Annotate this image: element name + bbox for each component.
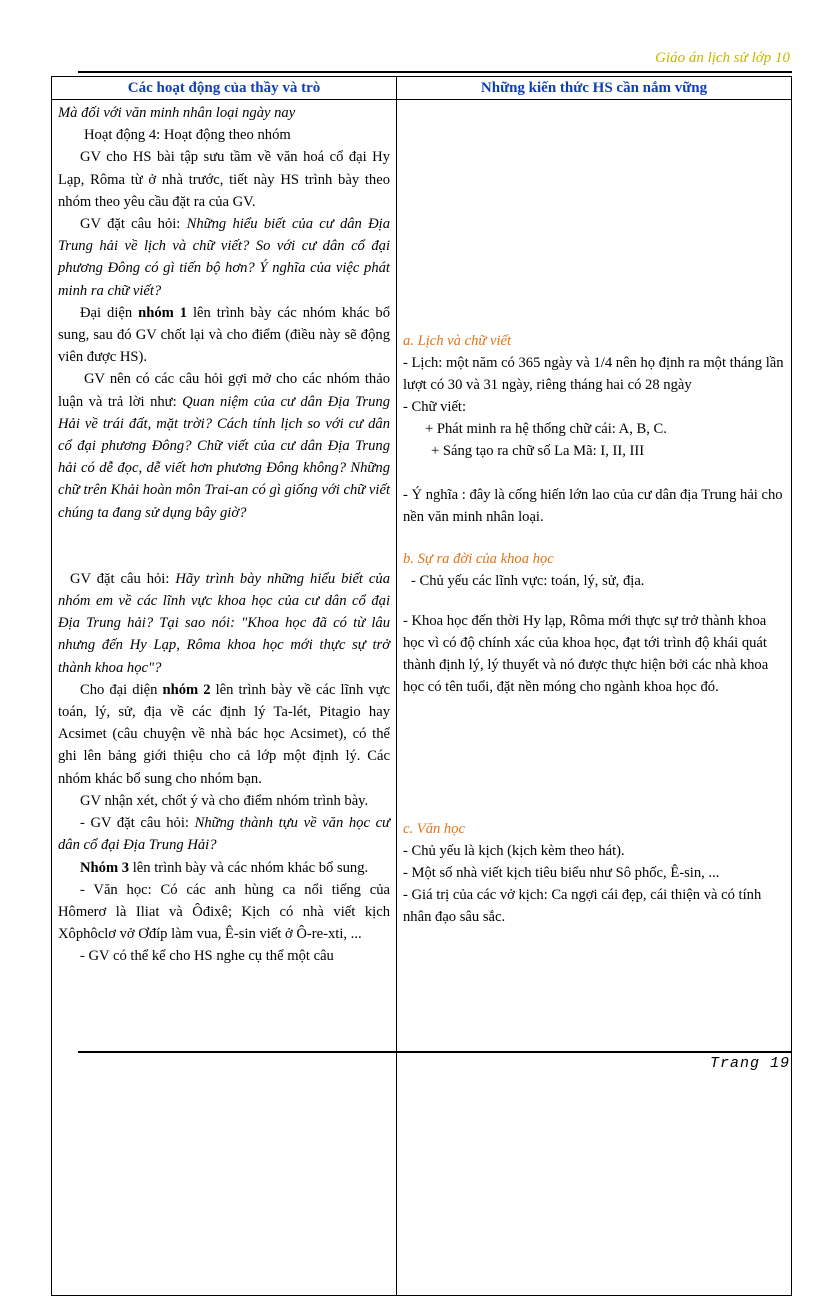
- group-label: nhóm 1: [138, 304, 188, 321]
- activity-heading: Hoạt động 4: Hoạt động theo nhóm: [84, 127, 291, 144]
- question-text: Những thành tựu về văn học cư dân cổ đại Địa Trung Hải?: [58, 815, 391, 854]
- document-header-title: Giáo án lịch sử lớp 10: [655, 50, 790, 66]
- left-paragraph: [58, 812, 390, 856]
- right-paragraph: - Chữ viết:: [403, 399, 467, 415]
- text-run: lên trình bày và các nhóm khác bổ sung.: [129, 859, 369, 876]
- left-paragraph: GV cho HS bài tập sưu tầm về văn hoá cổ đại Hy Lạp, Rôma từ ở nhà trước, tiết này HS trình bày theo nhóm theo yêu cầu đặt ra của GV.: [58, 149, 390, 210]
- question-text: Quan niệm của cư dân Địa Trung Hải về trái đất, mặt trời? Cách tính lịch so với cư dân cổ đại phương Đông? Chữ viết của cư dân Địa Trung hải có dễ đọc, dễ viết hơn phương Đông không? Những chữ trên Khải hoàn môn Trai-an có gì giống với chữ viết chúng ta đang sử dụng bây giờ?: [58, 393, 390, 521]
- right-paragraph: - Ý nghĩa : đây là cống hiến lớn lao của cư dân địa Trung hải cho nền văn minh nhân loại.: [403, 487, 783, 525]
- right-paragraph: - Chủ yếu là kịch (kịch kèm theo hát).: [403, 843, 625, 859]
- group-label: nhóm 2: [162, 681, 211, 698]
- teacher-student-activities: [52, 100, 396, 1067]
- left-paragraph: [58, 857, 390, 879]
- left-paragraph: [58, 302, 390, 369]
- section-c-title: c. Văn học: [403, 821, 466, 837]
- text-run: lên trình bày các nhóm khác bổ sung, sau đó GV chốt lại và cho điểm (điều này sẽ động viên được HS).: [58, 304, 390, 366]
- right-paragraph: - Chủ yếu các lĩnh vực: toán, lý, sử, địa.: [411, 573, 645, 589]
- text-run: Cho đại diện: [80, 681, 163, 698]
- right-cell: [397, 100, 792, 1296]
- text-run: GV nên có các câu hỏi gợi mở cho các nhóm thảo luận và trả lời như:: [58, 371, 390, 410]
- col2-header: [397, 77, 792, 100]
- left-paragraph: [58, 368, 390, 523]
- left-paragraph: [58, 568, 390, 679]
- left-paragraph: GV nhận xét, chốt ý và cho điểm nhóm trình bày.: [80, 792, 369, 809]
- col2-header-text: Những kiến thức HS cần nắm vững: [480, 80, 708, 96]
- right-paragraph: - Một số nhà viết kịch tiêu biểu như Sô phốc, Ê-sin, ...: [403, 865, 720, 881]
- table-header-row: [52, 77, 792, 100]
- right-paragraph: - Lịch: một năm có 365 ngày và 1/4 nên họ định ra một tháng lần lượt có 30 và 31 ngày, riêng tháng hai có 28 ngày: [403, 355, 784, 393]
- left-paragraph: Mà đối với văn minh nhân loại ngày nay: [58, 105, 296, 121]
- col1-header-text: Các hoạt động của thầy và trò: [127, 80, 321, 96]
- left-paragraph: [58, 213, 390, 302]
- group-label: Nhóm 3: [80, 859, 130, 876]
- right-paragraph: - Giá trị của các vở kịch: Ca ngợi cái đẹp, cái thiện và có tính nhân đạo sâu sắc.: [403, 887, 762, 925]
- question-text: Hãy trình bày những hiểu biết của nhóm em về các lĩnh vực khoa học của cư dân cổ đại Địa Trung hải? Tại sao nói: "Khoa học đã có từ lâu nhưng đến Hy Lạp, Rôma khoa học mới thực sự trở thành khoa học"?: [58, 570, 390, 676]
- section-b-title: b. Sự ra đời của khoa học: [403, 551, 554, 567]
- left-paragraph: - GV có thể kể cho HS nghe cụ thể một câu: [80, 948, 334, 965]
- text-run: GV đặt câu hỏi:: [80, 216, 187, 233]
- left-cell: [52, 100, 397, 1296]
- required-knowledge: [397, 330, 791, 1295]
- section-a-title: a. Lịch và chữ viết: [403, 333, 512, 349]
- left-paragraph: [58, 679, 390, 790]
- col1-header: [52, 77, 397, 100]
- right-paragraph: + Sáng tạo ra chữ số La Mã: I, II, III: [431, 443, 645, 459]
- table-row: [52, 100, 792, 1296]
- text-run: Đại diện: [80, 304, 139, 321]
- text-run: - GV đặt câu hỏi:: [80, 815, 195, 832]
- right-paragraph: + Phát minh ra hệ thống chữ cái: A, B, C.: [425, 421, 667, 437]
- question-text: Những hiểu biết của cư dân Địa Trung hải về lịch và chữ viết? So với cư dân cổ đại phương Đông có gì tiến bộ hơn? Ý nghĩa của việc phát minh ra chữ viết?: [58, 216, 390, 299]
- header-rule: [78, 71, 792, 73]
- right-paragraph: - Khoa học đến thời Hy lạp, Rôma mới thực sự trở thành khoa học vì có độ chính xác của khoa học, đạt tới trình độ khái quát thành định lý, lý thuyết và nó được thực hiện bởi các nhà khoa học có tên tuổi, đặt nền móng cho ngành khoa học đó.: [403, 613, 769, 695]
- lesson-table: [51, 76, 792, 1296]
- footer-rule: [78, 1051, 792, 1053]
- page-number: Trang 19: [709, 1055, 790, 1072]
- left-paragraph: - Văn học: Có các anh hùng ca nổi tiếng của Hômerơ là Iliat và Ôđixê; Kịch có nhà viết kịch Xôphôclơ vở Ơđíp làm vua, Ê-sin viết ở Ô-re-xti, ...: [58, 881, 390, 943]
- text-run: GV đặt câu hỏi:: [70, 570, 176, 587]
- text-run: lên trình bày về các lĩnh vực toán, lý, sử, địa về các định lý Ta-lét, Pitagio hay Acsimet (câu chuyện về nhà bác học Acsimet), có thể ghi lên bảng giới thiệu cho cả lớp một định lý. Các nhóm khác bổ sung cho nhóm bạn.: [58, 681, 390, 787]
